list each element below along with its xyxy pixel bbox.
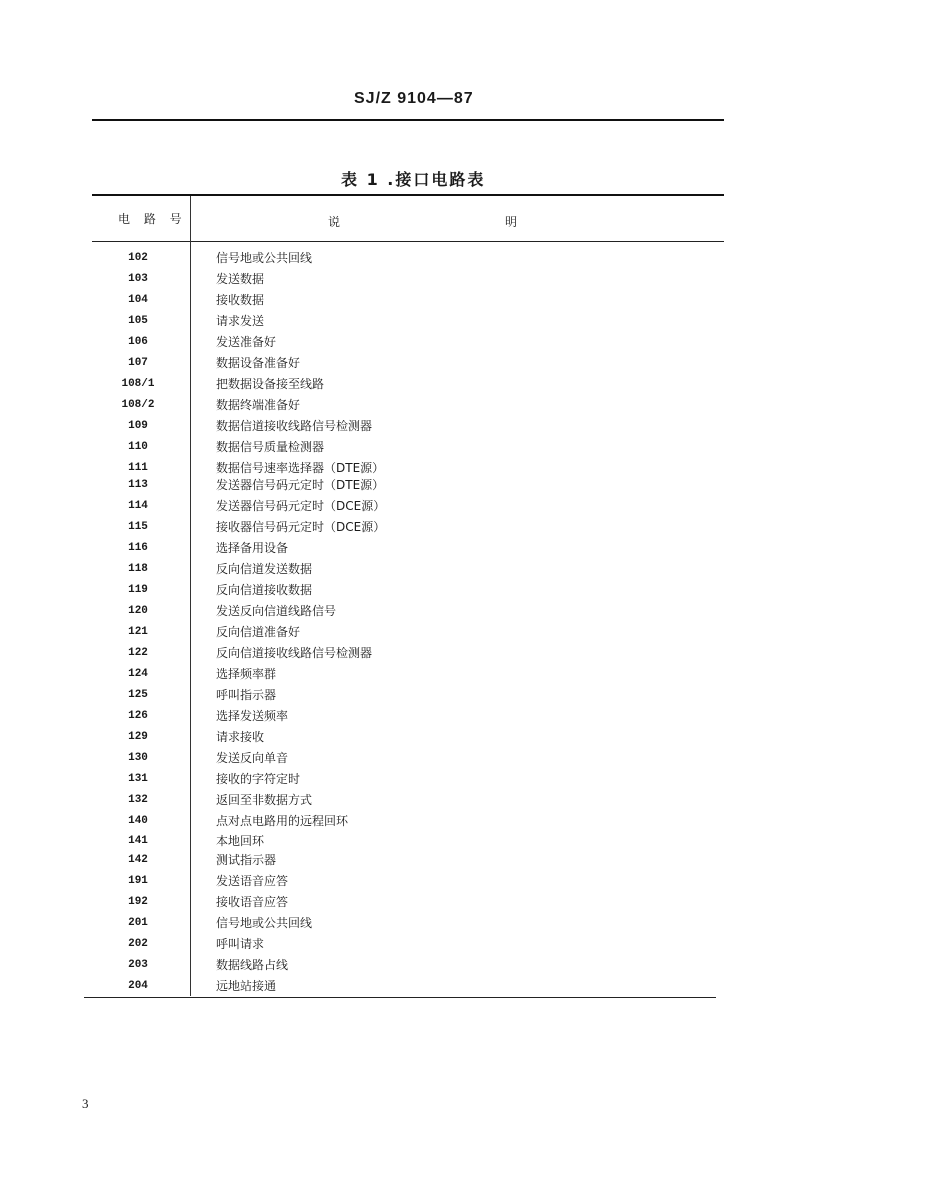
circuit-description: 数据信号质量检测器 [216, 440, 325, 454]
table-row [0, 603, 760, 619]
header-rule [92, 119, 724, 121]
table-row [0, 271, 760, 287]
circuit-number: 109 [128, 420, 148, 432]
circuit-description: 发送反向单音 [216, 751, 289, 765]
circuit-number: 129 [128, 731, 148, 743]
column-header-description-part2: 明 [505, 215, 518, 229]
circuit-description: 反向信道发送数据 [216, 562, 313, 576]
circuit-number: 111 [128, 462, 148, 474]
table-row [0, 957, 760, 973]
table-row [0, 687, 760, 703]
circuit-number: 130 [128, 752, 148, 764]
table-row [0, 355, 760, 371]
table-bottom-rule [84, 997, 716, 998]
circuit-number: 122 [128, 647, 148, 659]
circuit-description: 发送器信号码元定时（DCE源） [216, 499, 386, 513]
circuit-number: 131 [128, 773, 148, 785]
table-row [0, 540, 760, 556]
circuit-number: 191 [128, 875, 148, 887]
circuit-description: 数据终端准备好 [216, 398, 301, 412]
table-row [0, 582, 760, 598]
circuit-description: 本地回环 [216, 834, 265, 848]
page-number: 3 [82, 1096, 89, 1111]
table-row [0, 936, 760, 952]
circuit-number: 103 [128, 273, 148, 285]
circuit-number: 104 [128, 294, 148, 306]
circuit-description: 发送反向信道线路信号 [216, 604, 337, 618]
table-row [0, 561, 760, 577]
circuit-description: 远地站接通 [216, 979, 277, 993]
circuit-number: 108/1 [121, 378, 155, 390]
circuit-number: 113 [128, 479, 148, 491]
circuit-description: 选择频率群 [216, 667, 277, 681]
table-row [0, 771, 760, 787]
circuit-description: 发送数据 [216, 272, 265, 286]
column-header-description-part1: 说 [328, 215, 341, 229]
table-row [0, 313, 760, 329]
circuit-description: 呼叫请求 [216, 937, 265, 951]
table-row [0, 250, 760, 266]
circuit-number: 126 [128, 710, 148, 722]
circuit-description: 数据信号速率选择器（DTE源） [216, 461, 385, 475]
circuit-description: 点对点电路用的远程回环 [216, 814, 349, 828]
circuit-description: 反向信道接收线路信号检测器 [216, 646, 373, 660]
circuit-description: 选择备用设备 [216, 541, 289, 555]
circuit-number: 120 [128, 605, 148, 617]
circuit-number: 119 [128, 584, 148, 596]
table-row [0, 498, 760, 514]
circuit-number: 106 [128, 336, 148, 348]
circuit-number: 142 [128, 854, 148, 866]
circuit-number: 116 [128, 542, 148, 554]
table-row [0, 729, 760, 745]
table-row [0, 750, 760, 766]
circuit-number: 204 [128, 980, 148, 992]
table-row [0, 873, 760, 889]
document-code: SJ/Z 9104—87 [354, 90, 474, 107]
circuit-number: 102 [128, 252, 148, 264]
circuit-description: 请求接收 [216, 730, 265, 744]
table-title: 表 1 .接口电路表 [341, 170, 486, 189]
table-header-rule [92, 241, 724, 242]
circuit-number: 140 [128, 815, 148, 827]
circuit-number: 114 [128, 500, 148, 512]
table-row [0, 894, 760, 910]
table-row [0, 915, 760, 931]
table-row [0, 813, 760, 829]
circuit-number: 201 [128, 917, 148, 929]
circuit-description: 数据信道接收线路信号检测器 [216, 419, 373, 433]
table-row [0, 792, 760, 808]
circuit-number: 107 [128, 357, 148, 369]
circuit-description: 数据设备准备好 [216, 356, 301, 370]
circuit-description: 发送语音应答 [216, 874, 289, 888]
table-row [0, 334, 760, 350]
circuit-description: 接收器信号码元定时（DCE源） [216, 520, 386, 534]
circuit-number: 192 [128, 896, 148, 908]
circuit-number: 108/2 [121, 399, 155, 411]
circuit-description: 接收数据 [216, 293, 265, 307]
circuit-number: 105 [128, 315, 148, 327]
table-row [0, 624, 760, 640]
table-row [0, 418, 760, 434]
circuit-number: 124 [128, 668, 148, 680]
circuit-description: 请求发送 [216, 314, 265, 328]
table-row [0, 439, 760, 455]
circuit-number: 141 [128, 835, 148, 847]
circuit-description: 数据线路占线 [216, 958, 289, 972]
circuit-number: 203 [128, 959, 148, 971]
circuit-description: 反向信道接收数据 [216, 583, 313, 597]
table-row [0, 376, 760, 392]
circuit-description: 把数据设备接至线路 [216, 377, 325, 391]
circuit-description: 反向信道准备好 [216, 625, 301, 639]
circuit-description: 返回至非数据方式 [216, 793, 313, 807]
circuit-number: 118 [128, 563, 148, 575]
table-top-rule [92, 194, 724, 196]
circuit-number: 115 [128, 521, 148, 533]
table-row [0, 645, 760, 661]
circuit-description: 发送准备好 [216, 335, 277, 349]
circuit-description: 接收语音应答 [216, 895, 289, 909]
circuit-description: 信号地或公共回线 [216, 916, 313, 930]
circuit-number: 121 [128, 626, 148, 638]
circuit-number: 110 [128, 441, 148, 453]
table-row [0, 477, 760, 493]
circuit-description: 信号地或公共回线 [216, 251, 313, 265]
table-row [0, 460, 760, 476]
circuit-description: 发送器信号码元定时（DTE源） [216, 478, 385, 492]
circuit-description: 呼叫指示器 [216, 688, 277, 702]
table-row [0, 708, 760, 724]
table-row [0, 852, 760, 868]
table-row [0, 292, 760, 308]
circuit-number: 132 [128, 794, 148, 806]
circuit-number: 125 [128, 689, 148, 701]
table-row [0, 666, 760, 682]
circuit-description: 测试指示器 [216, 853, 277, 867]
table-row [0, 833, 760, 849]
circuit-description: 选择发送频率 [216, 709, 289, 723]
table-row [0, 397, 760, 413]
table-row [0, 519, 760, 535]
column-header-circuit-number: 电 路 号 [118, 212, 187, 226]
circuit-number: 202 [128, 938, 148, 950]
table-row [0, 978, 760, 994]
circuit-description: 接收的字符定时 [216, 772, 301, 786]
